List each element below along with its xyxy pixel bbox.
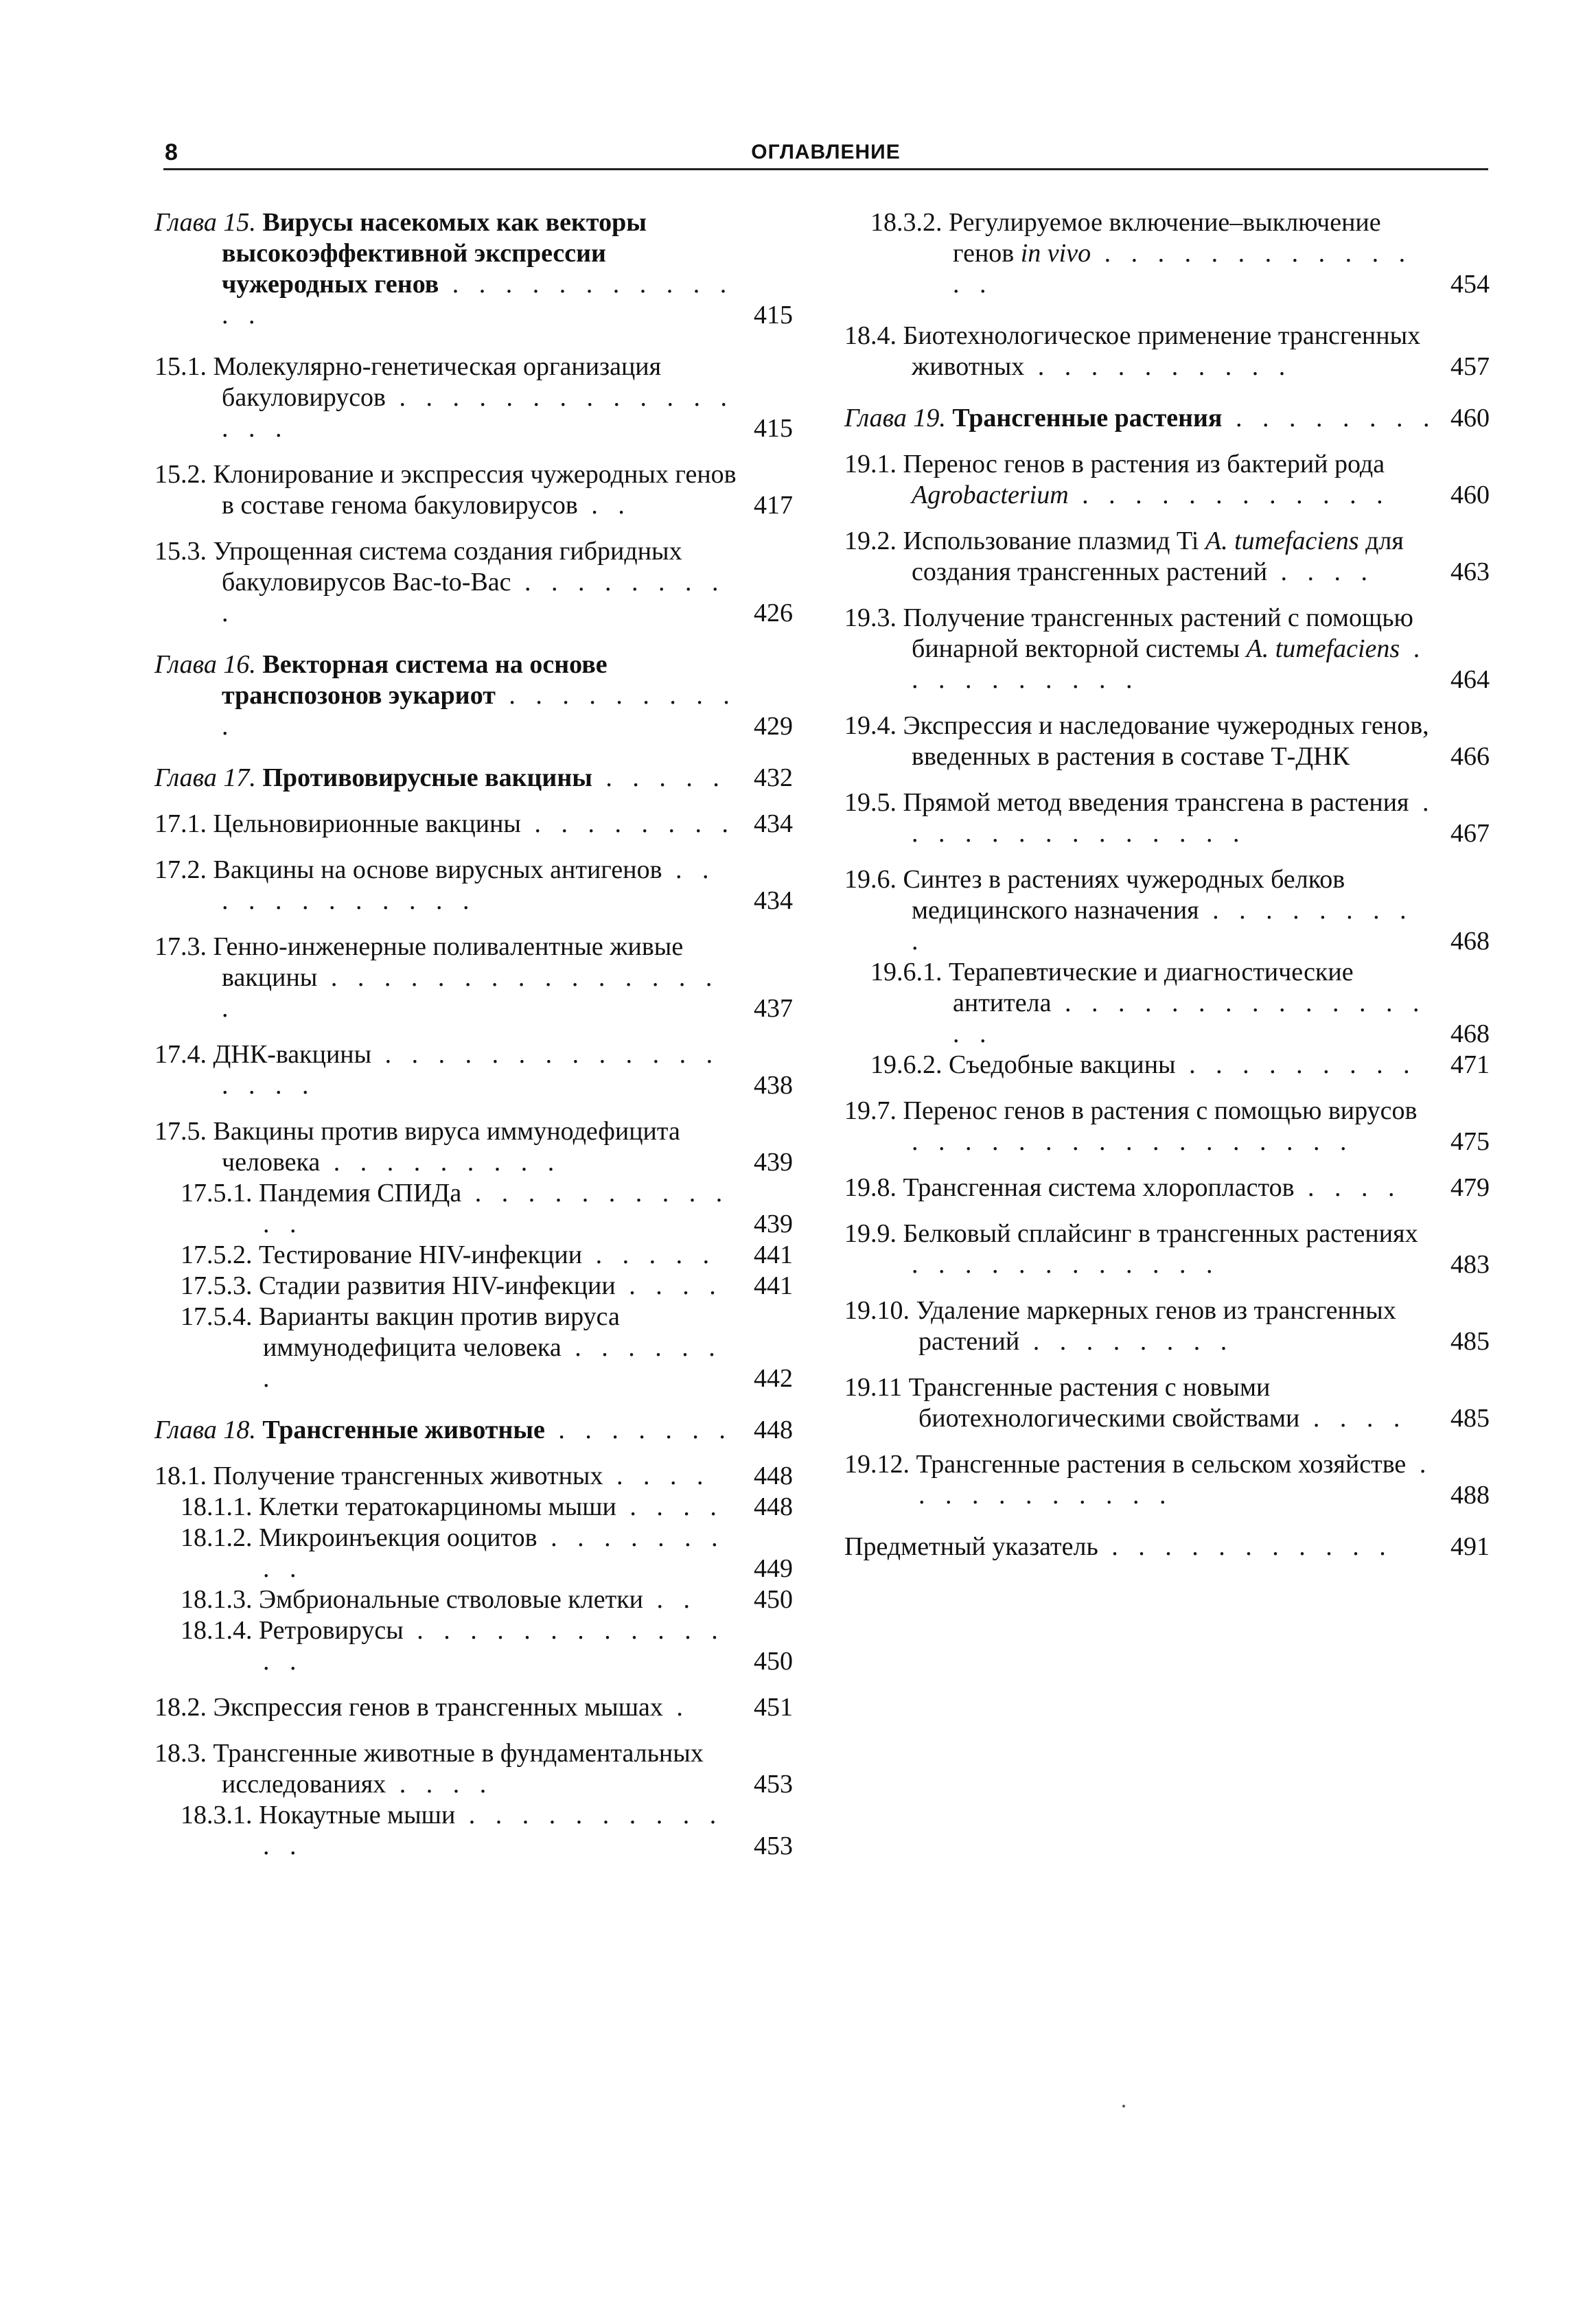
entry-page: 448 [754, 1416, 793, 1444]
entry-label: 18.1.2. [181, 1523, 253, 1552]
entry-label: 19.9. [844, 1219, 897, 1248]
entry-label: 19.12. [844, 1450, 910, 1479]
entry-page: 453 [754, 1832, 793, 1860]
entry-page: 471 [1450, 1050, 1490, 1079]
entry-page: 479 [1450, 1173, 1490, 1202]
toc-entry-sub[interactable]: 17.5.1. Пандемия СПИДа . . . . . . . . . . . . 439 [181, 1179, 793, 1238]
entry-label: 18.3. [154, 1739, 207, 1768]
entry-title: Векторная система на основе транспозонов эукариот [222, 650, 608, 710]
entry-label: Глава 15. [154, 208, 256, 237]
toc-entry-subject-index[interactable]: Предметный указатель . . . . . . . . . . . 491 [844, 1532, 1490, 1561]
entry-page: 460 [1450, 481, 1490, 509]
entry-title: Генно-инженерные поливалентные живые вакцины [213, 932, 684, 992]
running-title: ОГЛАВЛЕНИЕ [751, 141, 901, 163]
entry-label: 17.5.2. [181, 1240, 253, 1269]
entry-label: 17.5. [154, 1117, 207, 1146]
entry-page: 437 [754, 994, 793, 1023]
entry-title: Терапевтические и диагностические антитела [949, 958, 1354, 1017]
scan-speck [1122, 2105, 1125, 2108]
entry-page: 429 [754, 712, 793, 741]
entry-title: Трансгенные растения с новыми биотехнологическими свойствами [908, 1373, 1300, 1433]
toc-entry[interactable]: 19.2. Использование плазмид Ti A. tumefaciens для создания трансгенных растений . . . . 463 [844, 527, 1490, 586]
entry-page: 468 [1450, 927, 1490, 956]
entry-title: Съедобные вакцины [949, 1050, 1176, 1079]
entry-page: 463 [1450, 557, 1490, 586]
entry-title: Противовирусные вакцины [262, 763, 592, 792]
entry-label: 18.3.1. [181, 1801, 253, 1829]
toc-entry-sub[interactable]: 17.5.3. Стадии развития HIV-инфекции . . . . 441 [181, 1271, 793, 1300]
entry-page: 448 [754, 1462, 793, 1490]
entry-title: Трансгенные животные [262, 1416, 545, 1444]
entry-title: Тестирование HIV-инфекции [259, 1240, 583, 1269]
entry-title: ДНК-вакцины [213, 1040, 372, 1069]
toc-entry[interactable]: 18.3. Трансгенные животные в фундаментальных исследованиях . . . . 453 [154, 1739, 793, 1799]
toc-entry[interactable]: 17.2. Вакцины на основе вирусных антигенов . . . . . . . . . . . . 434 [154, 855, 793, 915]
entry-title: Трансгенная система хлоропластов [903, 1173, 1295, 1202]
toc-entry-chapter-18[interactable]: Глава 18. Трансгенные животные . . . . . . . 448 [154, 1416, 793, 1444]
entry-title: Цельновирионные вакцины [213, 809, 521, 838]
entry-page: 485 [1450, 1327, 1490, 1356]
toc-entry[interactable]: 18.2. Экспрессия генов в трансгенных мышах . 451 [154, 1693, 793, 1722]
entry-page: 475 [1450, 1127, 1490, 1156]
toc-entry-sub[interactable]: 18.1.1. Клетки тератокарциномы мыши . . . . 448 [181, 1492, 793, 1521]
toc-entry[interactable]: 19.8. Трансгенная система хлоропластов . . . . 479 [844, 1173, 1490, 1202]
entry-title-italic: A. tumefaciens [1205, 527, 1359, 555]
entry-page: 450 [754, 1585, 793, 1614]
entry-title: Клонирование и экспрессия чужеродных генов в составе генома бакуловирусов [213, 460, 737, 520]
entry-title: Молекулярно-генетическая организация бакуловирусов [213, 352, 662, 412]
entry-title: Варианты вакцин против вируса иммунодефицита человека [259, 1302, 620, 1362]
toc-entry-sub[interactable]: 19.6.1. Терапевтические и диагностические антитела . . . . . . . . . . . . . . . . 468 [870, 958, 1490, 1048]
entry-page: 439 [754, 1148, 793, 1177]
entry-label: 17.4. [154, 1040, 207, 1069]
toc-entry[interactable]: 15.3. Упрощенная система создания гибридных бакуловирусов Bac-to-Bac . . . . . . . . . 426 [154, 537, 793, 627]
entry-title: Прямой метод введения трансгена в растения [903, 788, 1409, 817]
entry-page: 468 [1450, 1019, 1490, 1048]
entry-page: 450 [754, 1647, 793, 1676]
toc-entry[interactable]: 19.10. Удаление маркерных генов из трансгенных растений . . . . . . . . 485 [844, 1296, 1490, 1356]
entry-page: 441 [754, 1240, 793, 1269]
entry-title: Вакцины на основе вирусных антигенов [213, 855, 662, 884]
entry-page: 488 [1450, 1481, 1490, 1510]
entry-page: 434 [754, 809, 793, 838]
entry-title-italic: in vivo [1020, 239, 1091, 268]
toc-entry-chapter-19[interactable]: Глава 19. Трансгенные растения . . . . . . . . 460 [844, 404, 1490, 432]
entry-label: 17.2. [154, 855, 207, 884]
entry-label: 17.5.3. [181, 1271, 253, 1300]
entry-title: Эмбриональные стволовые клетки [259, 1585, 644, 1614]
toc-entry[interactable] [844, 711, 1490, 772]
page-header [163, 141, 1488, 170]
toc-entry[interactable]: 19.5. Прямой метод введения трансгена в растения . . . . . . . . . . . . . . 467 [844, 788, 1490, 848]
entry-page: 442 [754, 1364, 793, 1393]
entry-title: Перенос генов в растения из бактерий рода [903, 450, 1385, 478]
entry-label: 19.11 [844, 1373, 903, 1402]
entry-page: 439 [754, 1210, 793, 1238]
entry-label: 19.1. [844, 450, 897, 478]
entry-title: Удаление маркерных генов из трансгенных растений [916, 1296, 1396, 1356]
entry-title: Нокаутные мыши [259, 1801, 456, 1829]
entry-title: Синтез в растениях чужеродных белков медицинского назначения [903, 865, 1345, 925]
toc-entry[interactable]: 17.1. Цельновирионные вакцины . . . . . . . . 434 [154, 809, 793, 838]
entry-page: 432 [754, 763, 793, 792]
entry-label: Глава 16. [154, 650, 256, 679]
entry-page: 434 [754, 886, 793, 915]
toc-entry[interactable]: 15.2. Клонирование и экспрессия чужеродных генов в составе генома бакуловирусов . . 417 [154, 460, 793, 520]
toc-entry-chapter-15[interactable]: Глава 15. Вирусы насекомых как векторы высокоэффективной экспрессии чужеродных генов . . . . . . . . . . . . . 415 [154, 208, 793, 330]
toc-entry-sub[interactable]: 18.3.2. Регулируемое включение–выключение генов in vivo . . . . . . . . . . . . . . 454 [870, 208, 1490, 299]
toc-entry[interactable]: 19.1. Перенос генов в растения из бактерий рода Agrobacterium . . . . . . . . . . . . 460 [844, 450, 1490, 509]
entry-label: 18.3.2. [870, 208, 942, 237]
entry-label: 15.3. [154, 537, 207, 566]
page-number: 8 [165, 139, 178, 165]
entry-label: 19.3. [844, 603, 897, 632]
entry-label: 19.5. [844, 788, 897, 817]
entry-title: Экспрессия генов в трансгенных мышах [213, 1693, 663, 1722]
toc-entry-chapter-16[interactable]: Глава 16. Векторная система на основе транспозонов эукариот . . . . . . . . . . 429 [154, 650, 793, 741]
entry-label: 19.7. [844, 1096, 897, 1125]
toc-entry[interactable]: 17.4. ДНК-вакцины . . . . . . . . . . . . . . . . . 438 [154, 1040, 793, 1100]
toc-entry-sub[interactable]: 18.3.1. Нокаутные мыши . . . . . . . . . . . . 453 [181, 1801, 793, 1860]
entry-label: 18.1.1. [181, 1492, 253, 1521]
entry-title: Белковый сплайсинг в трансгенных растениях [903, 1219, 1418, 1248]
entry-label: 19.6. [844, 865, 897, 894]
entry-title: Получение трансгенных растений с помощью бинарной векторной системы [903, 603, 1413, 663]
entry-label: 18.2. [154, 1693, 207, 1722]
toc-right-column [844, 207, 1490, 1562]
entry-label: 18.1. [154, 1462, 207, 1490]
entry-title-italic: Agrobacterium [912, 481, 1069, 509]
toc-entry-sub[interactable]: 18.1.3. Эмбриональные стволовые клетки . . 450 [181, 1585, 793, 1614]
entry-label: 19.2. [844, 527, 897, 555]
entry-label: 15.1. [154, 352, 207, 381]
entry-title-italic: A. tumefaciens [1246, 634, 1400, 663]
entry-page: 483 [1450, 1250, 1490, 1279]
entry-label: 19.4. [844, 711, 897, 740]
entry-label: 19.6.1. [870, 958, 942, 986]
toc-entry[interactable]: 19.11 Трансгенные растения с новыми биотехнологическими свойствами . . . . 485 [844, 1373, 1490, 1433]
entry-page: 466 [1450, 742, 1490, 771]
entry-title: Получение трансгенных животных [213, 1462, 603, 1490]
entry-title: Вакцины против вируса иммунодефицита человека [213, 1117, 680, 1177]
toc-entry-chapter-17[interactable]: Глава 17. Противовирусные вакцины . . . . . 432 [154, 763, 793, 792]
entry-page: 460 [1450, 404, 1490, 432]
entry-page: 448 [754, 1492, 793, 1521]
entry-label: 15.2. [154, 460, 207, 489]
entry-label: 19.10. [844, 1296, 910, 1325]
toc-entry[interactable]: 19.7. Перенос генов в растения с помощью вирусов . . . . . . . . . . . . . . . . . 475 [844, 1096, 1490, 1156]
entry-label: 18.4. [844, 321, 897, 350]
entry-title-tail: для создания трансгенных растений [912, 527, 1404, 586]
toc-entry-sub[interactable]: 17.5.4. Варианты вакцин против вируса иммунодефицита человека . . . . . . . 442 [181, 1302, 793, 1393]
entry-title: Вирусы насекомых как векторы высокоэффективной экспрессии чужеродных генов [222, 208, 647, 299]
toc-entry[interactable]: 18.1. Получение трансгенных животных . . . . 448 [154, 1462, 793, 1490]
entry-label: Глава 17. [154, 763, 256, 792]
entry-page: 454 [1450, 270, 1490, 299]
entry-page: 457 [1450, 352, 1490, 381]
entry-title: Упрощенная система создания гибридных бакуловирусов Bac-to-Bac [213, 537, 682, 597]
entry-title: Микроинъекция ооцитов [259, 1523, 537, 1552]
entry-title: Трансгенные растения [952, 404, 1223, 432]
entry-page: 467 [1450, 819, 1490, 848]
entry-page: 464 [1450, 665, 1490, 694]
toc-entry[interactable]: 17.5. Вакцины против вируса иммунодефицита человека . . . . . . . . . 439 [154, 1117, 793, 1177]
entry-label: 17.1. [154, 809, 207, 838]
toc-entry[interactable]: 19.3. Получение трансгенных растений с помощью бинарной векторной системы A. tumefaciens . . . . . . . . . . 464 [844, 603, 1490, 694]
entry-title: Регулируемое включение–выключение генов [949, 208, 1381, 268]
entry-title: Перенос генов в растения с помощью вирусов [903, 1096, 1418, 1125]
entry-title: Пандемия СПИДа [259, 1179, 462, 1208]
toc-entry-sub[interactable]: 18.1.4. Ретровирусы . . . . . . . . . . . . . . 450 [181, 1616, 793, 1676]
entry-title: Использование плазмид Ti [903, 527, 1199, 555]
entry-label: 17.5.1. [181, 1179, 253, 1208]
entry-label: 19.6.2. [870, 1050, 942, 1079]
entry-page: 453 [754, 1770, 793, 1799]
toc-entry[interactable]: 19.6. Синтез в растениях чужеродных белков медицинского назначения . . . . . . . . . 468 [844, 865, 1490, 956]
toc-entry[interactable]: 19.12. Трансгенные растения в сельском хозяйстве . . . . . . . . . . . 488 [844, 1450, 1490, 1510]
entry-label: 17.5.4. [181, 1302, 253, 1331]
entry-title: Предметный указатель [844, 1532, 1098, 1561]
entry-title: Трансгенные животные в фундаментальных исследованиях [213, 1739, 704, 1799]
toc-entry-sub[interactable]: 18.1.2. Микроинъекция ооцитов . . . . . . . . . 449 [181, 1523, 793, 1583]
entry-title: Трансгенные растения в сельском хозяйстве [916, 1450, 1407, 1479]
entry-title: Экспрессия и наследование чужеродных генов, введенных в растения в составе Т-ДНК [903, 711, 1429, 771]
toc-left-column [154, 207, 793, 1862]
entry-title: Клетки тератокарциномы мыши [259, 1492, 616, 1521]
toc-entry[interactable]: 17.3. Генно-инженерные поливалентные живые вакцины . . . . . . . . . . . . . . . . 437 [154, 932, 793, 1023]
toc-entry[interactable]: 19.9. Белковый сплайсинг в трансгенных растениях . . . . . . . . . . . . 483 [844, 1219, 1490, 1279]
entry-label: 18.1.3. [181, 1585, 253, 1614]
entry-page: 449 [754, 1554, 793, 1583]
entry-label: 17.3. [154, 932, 207, 961]
entry-label: Глава 19. [844, 404, 946, 432]
entry-page: 426 [754, 599, 793, 627]
entry-page: 491 [1450, 1532, 1490, 1561]
entry-page: 441 [754, 1271, 793, 1300]
toc-entry-sub[interactable]: 19.6.2. Съедобные вакцины . . . . . . . . . 471 [870, 1050, 1490, 1079]
entry-page: 415 [754, 301, 793, 330]
toc-entry[interactable]: 15.1. Молекулярно-генетическая организация бакуловирусов . . . . . . . . . . . . . . . . 415 [154, 352, 793, 443]
toc-entry[interactable]: 18.4. Биотехнологическое применение трансгенных животных . . . . . . . . . . 457 [844, 321, 1490, 381]
entry-label: Глава 18. [154, 1416, 256, 1444]
entry-label: 19.8. [844, 1173, 897, 1202]
entry-title: Биотехнологическое применение трансгенных животных [903, 321, 1421, 381]
entry-page: 438 [754, 1071, 793, 1100]
entry-page: 485 [1450, 1404, 1490, 1433]
entry-label: 18.1.4. [181, 1616, 253, 1645]
entry-page: 415 [754, 414, 793, 443]
toc-entry-sub[interactable]: 17.5.2. Тестирование HIV-инфекции . . . . . 441 [181, 1240, 793, 1269]
entry-page: 417 [754, 491, 793, 520]
entry-title: Ретровирусы [259, 1616, 404, 1645]
entry-page: 451 [754, 1693, 793, 1722]
entry-title: Стадии развития HIV-инфекции [259, 1271, 616, 1300]
